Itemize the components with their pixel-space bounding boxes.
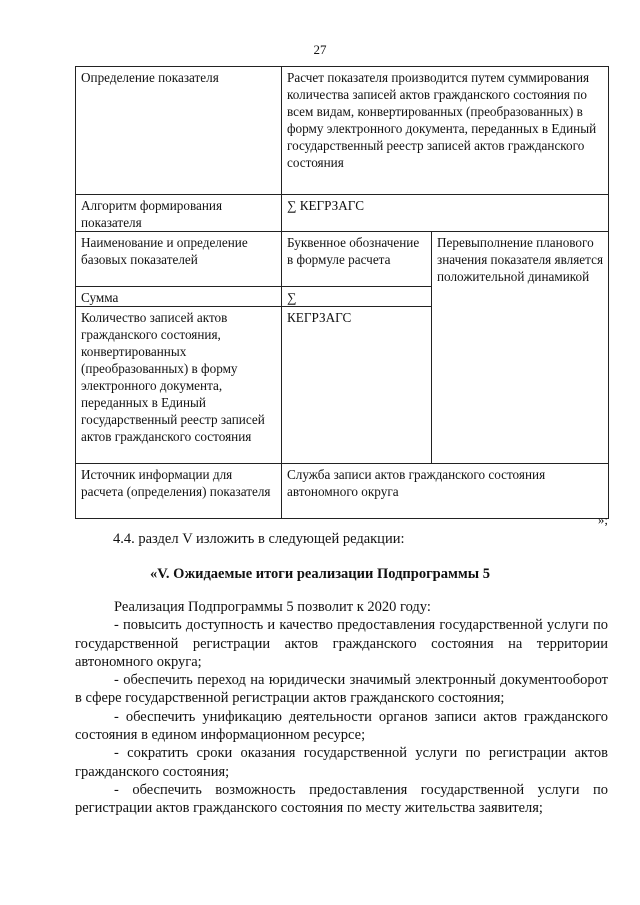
table-row-source <box>76 464 609 519</box>
closing-quote: »; <box>597 512 608 527</box>
body-text <box>75 598 608 818</box>
source-label: Источник информации для расчета (определения) показателя <box>76 464 282 519</box>
letter-designation-header: Буквенное обозначение в формуле расчета <box>282 232 432 287</box>
table-row-base-header <box>76 232 609 287</box>
sum-label: Сумма <box>76 287 282 307</box>
definition-label: Определение показателя <box>76 67 282 195</box>
list-item: - обеспечить унификацию деятельности органов записи актов гражданского состояния в едином информационном ресурсе; <box>75 708 608 744</box>
source-value: Служба записи актов гражданского состояния автономного округа <box>282 464 609 519</box>
page-number: 27 <box>313 42 327 57</box>
algorithm-value: ∑ КЕГРЗАГС <box>282 195 609 232</box>
base-name-header: Наименование и определение базовых показателей <box>76 232 282 287</box>
list-item: - повысить доступность и качество предоставления государственной услуги по государственной регистрации актов гражданского состояния на территории автономного округа; <box>75 617 608 670</box>
count-label: Количество записей актов гражданского состояния, конвертированных (преобразованных) в форму электронного документа, переданных в Единый государственный реестр записей актов гражданского состояния <box>76 307 282 464</box>
list-item: - обеспечить возможность предоставления государственной услуги по регистрации актов гражданского состояния по месту жительства заявителя; <box>75 781 608 817</box>
list-item: - сократить сроки оказания государственной услуги по регистрации актов гражданского состояния; <box>75 745 608 780</box>
count-symbol: КЕГРЗАГС <box>282 307 432 464</box>
list-item: - обеспечить переход на юридически значимый электронный документооборот в сфере государственной регистрации актов гражданского состояния; <box>75 672 608 707</box>
table-row-algorithm <box>76 195 609 232</box>
amendment-instruction: 4.4. раздел V изложить в следующей редакции: <box>113 531 405 547</box>
definition-value: Расчет показателя производится путем суммирования количества записей актов гражданского состояния по всем видам, конвертированных (преобразованных) в форму электронного документа, переданных в Единый государственный реестр записей актов гражданского состояния <box>282 67 609 195</box>
dynamics-note: Перевыполнение планового значения показателя является положительной динамикой <box>432 232 609 464</box>
algorithm-label: Алгоритм формирования показателя <box>76 195 282 232</box>
sum-symbol: ∑ <box>282 287 432 307</box>
table-row-definition <box>76 67 609 195</box>
intro-paragraph: Реализация Подпрограммы 5 позволит к 2020 году: <box>114 599 431 615</box>
indicator-table <box>75 66 609 519</box>
section-heading: «V. Ожидаемые итоги реализации Подпрограммы 5 <box>150 566 490 582</box>
